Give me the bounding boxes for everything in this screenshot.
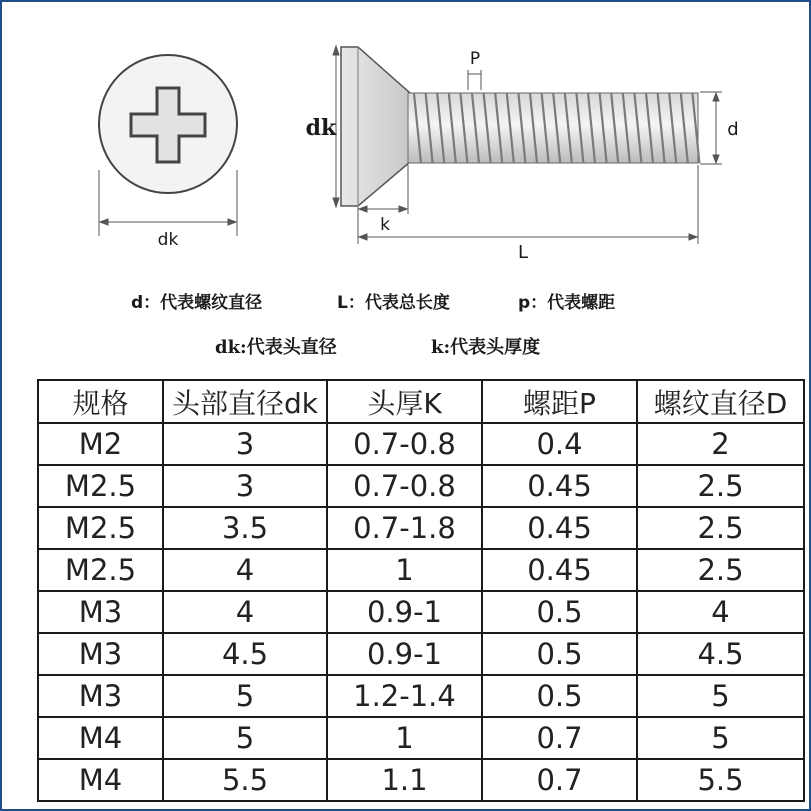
table-cell: 0.5 (482, 633, 637, 675)
table-cell: 0.7-1.8 (327, 507, 482, 549)
table-cell: 1.1 (327, 759, 482, 801)
table-cell: 0.7-0.8 (327, 465, 482, 507)
label-k: k (380, 215, 390, 235)
label-dk-top: dk (157, 230, 179, 250)
legend-dk: dk:代表头直径 (215, 337, 337, 358)
table-cell: 3.5 (163, 507, 327, 549)
table-cell: 0.45 (482, 507, 637, 549)
label-L: L (517, 242, 529, 263)
table-cell: 3 (163, 423, 327, 465)
table-cell: 2.5 (637, 549, 804, 591)
table-cell: 0.4 (482, 423, 637, 465)
screw-diagram (0, 0, 811, 370)
table-cell: M3 (38, 675, 163, 717)
header-spec: 规格 (38, 380, 163, 423)
header-pitch: 螺距P (482, 380, 637, 423)
table-body (38, 423, 804, 801)
table-cell: 0.45 (482, 549, 637, 591)
table-cell: M2.5 (38, 507, 163, 549)
table-row (38, 549, 804, 591)
table-cell: 4 (637, 591, 804, 633)
table-cell: 3 (163, 465, 327, 507)
table-header-row (38, 380, 804, 423)
p-dimension (468, 70, 481, 90)
legend-k: k:代表头厚度 (431, 337, 541, 358)
label-d: d (727, 119, 739, 140)
table-cell: 0.7-0.8 (327, 423, 482, 465)
table-cell: 0.5 (482, 591, 637, 633)
table-cell: 5 (637, 675, 804, 717)
label-dk-side: dk (305, 115, 337, 141)
table-cell: 0.5 (482, 675, 637, 717)
table-cell: 2.5 (637, 507, 804, 549)
table-cell: M3 (38, 591, 163, 633)
table-cell: M2 (38, 423, 163, 465)
label-p: P (469, 49, 481, 69)
table-cell: 0.9-1 (327, 591, 482, 633)
table-cell: 4.5 (637, 633, 804, 675)
table-cell: 4 (163, 591, 327, 633)
table-cell: M2.5 (38, 465, 163, 507)
l-dimension (359, 165, 698, 244)
table-row (38, 759, 804, 801)
table-cell: 2.5 (637, 465, 804, 507)
table-cell: 0.9-1 (327, 633, 482, 675)
d-dimension (700, 92, 722, 164)
table-cell: M4 (38, 717, 163, 759)
table-cell: 1.2-1.4 (327, 675, 482, 717)
table-cell: 0.45 (482, 465, 637, 507)
legend-L: L：代表总长度 (337, 293, 450, 313)
table-row (38, 423, 804, 465)
table-cell: M2.5 (38, 549, 163, 591)
table-cell: 1 (327, 549, 482, 591)
table-cell: 0.7 (482, 717, 637, 759)
header-head-thickness: 头厚K (327, 380, 482, 423)
table-cell: 4 (163, 549, 327, 591)
table-row (38, 717, 804, 759)
table-row (38, 591, 804, 633)
header-thread-diameter: 螺纹直径D (637, 380, 804, 423)
table-cell: 2 (637, 423, 804, 465)
spec-table (37, 379, 805, 802)
header-head-diameter: 头部直径dk (163, 380, 327, 423)
table-row (38, 633, 804, 675)
table-cell: 5 (163, 675, 327, 717)
legend-p: p：代表螺距 (518, 293, 616, 313)
table-row (38, 675, 804, 717)
table-cell: 4.5 (163, 633, 327, 675)
legend-d: d：代表螺纹直径 (131, 293, 263, 313)
table-cell: 5.5 (637, 759, 804, 801)
table-cell: M4 (38, 759, 163, 801)
table-cell: 5.5 (163, 759, 327, 801)
table-cell: 1 (327, 717, 482, 759)
table-cell: 5 (637, 717, 804, 759)
table-cell: 5 (163, 717, 327, 759)
table-cell: 0.7 (482, 759, 637, 801)
screw-side-view (341, 47, 699, 206)
table-cell: M3 (38, 633, 163, 675)
table-row (38, 465, 804, 507)
head-top-view (99, 55, 237, 193)
table-row (38, 507, 804, 549)
